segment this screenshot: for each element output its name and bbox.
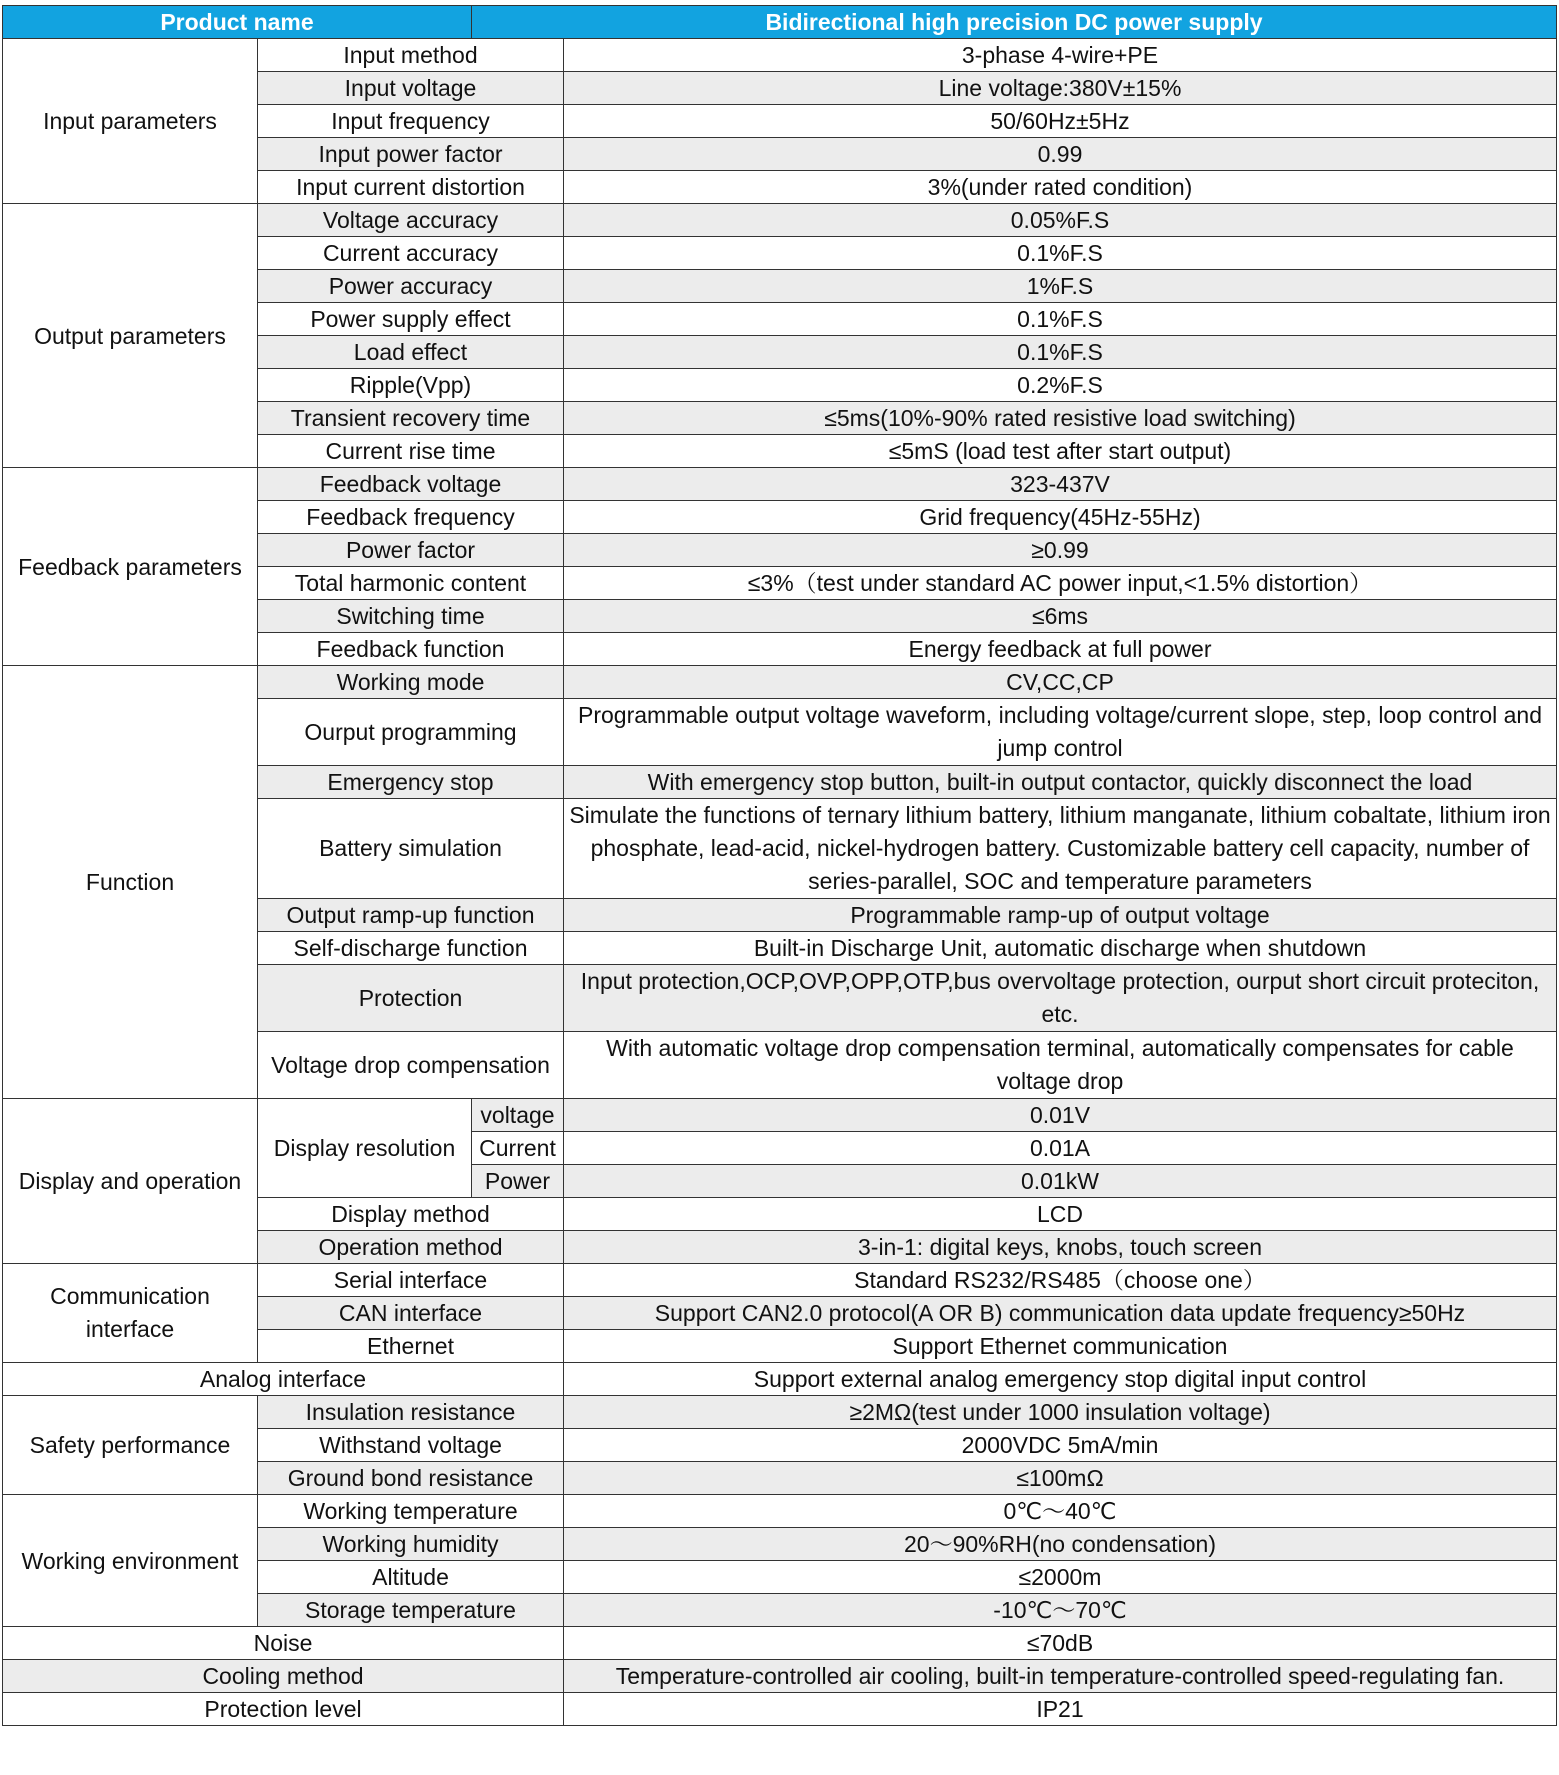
value-cell: ≤70dB bbox=[564, 1627, 1557, 1660]
value-cell: Input protection,OCP,OVP,OPP,OTP,bus overvoltage protection, ourput short circuit proteciton, etc. bbox=[564, 965, 1557, 1032]
group-feedback-parameters: Feedback parameters bbox=[3, 468, 258, 666]
value-cell: 3-in-1: digital keys, knobs, touch screen bbox=[564, 1231, 1557, 1264]
param-cell: Feedback function bbox=[258, 633, 564, 666]
product-name-label: Product name bbox=[3, 6, 472, 39]
value-cell: ≥0.99 bbox=[564, 534, 1557, 567]
table-row bbox=[3, 1099, 1557, 1132]
param-cell: Ourput programming bbox=[258, 699, 564, 766]
param-cell: Operation method bbox=[258, 1231, 564, 1264]
value-cell: 0.01V bbox=[564, 1099, 1557, 1132]
value-cell: Grid frequency(45Hz-55Hz) bbox=[564, 501, 1557, 534]
value-cell: Line voltage:380V±15% bbox=[564, 72, 1557, 105]
value-cell: 3-phase 4-wire+PE bbox=[564, 39, 1557, 72]
param-cell: Power bbox=[472, 1165, 564, 1198]
value-cell: LCD bbox=[564, 1198, 1557, 1231]
value-cell: 1%F.S bbox=[564, 270, 1557, 303]
param-cell: Display method bbox=[258, 1198, 564, 1231]
value-cell: ≥2MΩ(test under 1000 insulation voltage) bbox=[564, 1396, 1557, 1429]
param-cell: Feedback voltage bbox=[258, 468, 564, 501]
group-safety-performance: Safety performance bbox=[3, 1396, 258, 1495]
value-cell: Support Ethernet communication bbox=[564, 1330, 1557, 1363]
table-row bbox=[3, 1264, 1557, 1297]
group-communication-interface: Communication interface bbox=[3, 1264, 258, 1363]
value-cell: CV,CC,CP bbox=[564, 666, 1557, 699]
display-resolution-label: Display resolution bbox=[258, 1099, 472, 1198]
value-cell: 0.1%F.S bbox=[564, 303, 1557, 336]
param-cell: Current bbox=[472, 1132, 564, 1165]
value-cell: 0℃～40℃ bbox=[564, 1495, 1557, 1528]
table-row bbox=[3, 1693, 1557, 1726]
header-row bbox=[3, 6, 1557, 39]
param-cell: Emergency stop bbox=[258, 766, 564, 799]
value-cell: ≤6ms bbox=[564, 600, 1557, 633]
param-cell: Load effect bbox=[258, 336, 564, 369]
param-cell: Total harmonic content bbox=[258, 567, 564, 600]
value-cell: Programmable output voltage waveform, including voltage/current slope, step, loop control and jump control bbox=[564, 699, 1557, 766]
value-cell: -10℃～70℃ bbox=[564, 1594, 1557, 1627]
value-cell: ≤100mΩ bbox=[564, 1462, 1557, 1495]
value-cell: IP21 bbox=[564, 1693, 1557, 1726]
param-cell: Protection level bbox=[3, 1693, 564, 1726]
param-cell: Ripple(Vpp) bbox=[258, 369, 564, 402]
param-cell: Transient recovery time bbox=[258, 402, 564, 435]
value-cell: 3%(under rated condition) bbox=[564, 171, 1557, 204]
param-cell: Current accuracy bbox=[258, 237, 564, 270]
value-cell: Temperature-controlled air cooling, built-in temperature-controlled speed-regulating fan. bbox=[564, 1660, 1557, 1693]
param-cell: Working temperature bbox=[258, 1495, 564, 1528]
param-cell: Switching time bbox=[258, 600, 564, 633]
table-row bbox=[3, 1495, 1557, 1528]
value-cell: ≤2000m bbox=[564, 1561, 1557, 1594]
table-row bbox=[3, 468, 1557, 501]
param-cell: Protection bbox=[258, 965, 564, 1032]
param-cell: Output ramp-up function bbox=[258, 899, 564, 932]
table-row bbox=[3, 1627, 1557, 1660]
value-cell: ≤5ms(10%-90% rated resistive load switching) bbox=[564, 402, 1557, 435]
param-cell: Serial interface bbox=[258, 1264, 564, 1297]
group-working-environment: Working environment bbox=[3, 1495, 258, 1627]
param-cell: Ground bond resistance bbox=[258, 1462, 564, 1495]
param-cell: Altitude bbox=[258, 1561, 564, 1594]
param-cell: Analog interface bbox=[3, 1363, 564, 1396]
param-cell: Noise bbox=[3, 1627, 564, 1660]
param-cell: voltage bbox=[472, 1099, 564, 1132]
table-row bbox=[3, 204, 1557, 237]
param-cell: Voltage accuracy bbox=[258, 204, 564, 237]
value-cell: Standard RS232/RS485（choose one） bbox=[564, 1264, 1557, 1297]
param-cell: Feedback frequency bbox=[258, 501, 564, 534]
param-cell: Ethernet bbox=[258, 1330, 564, 1363]
param-cell: Cooling method bbox=[3, 1660, 564, 1693]
value-cell: With emergency stop button, built-in output contactor, quickly disconnect the load bbox=[564, 766, 1557, 799]
value-cell: ≤3%（test under standard AC power input,<1.5% distortion） bbox=[564, 567, 1557, 600]
value-cell: 0.1%F.S bbox=[564, 237, 1557, 270]
table-row bbox=[3, 1660, 1557, 1693]
product-name-value: Bidirectional high precision DC power supply bbox=[472, 6, 1557, 39]
param-cell: Insulation resistance bbox=[258, 1396, 564, 1429]
param-cell: Working humidity bbox=[258, 1528, 564, 1561]
value-cell: Programmable ramp-up of output voltage bbox=[564, 899, 1557, 932]
value-cell: 323-437V bbox=[564, 468, 1557, 501]
param-cell: Withstand voltage bbox=[258, 1429, 564, 1462]
param-cell: Battery simulation bbox=[258, 799, 564, 899]
param-cell: Input method bbox=[258, 39, 564, 72]
group-output-parameters: Output parameters bbox=[3, 204, 258, 468]
param-cell: Input current distortion bbox=[258, 171, 564, 204]
value-cell: Simulate the functions of ternary lithium battery, lithium manganate, lithium cobaltate, lithium iron phosphate, lead-acid, nickel-hydrogen battery. Customizable battery cell capacity, number of series-parallel, SOC and temperature parameters bbox=[564, 799, 1557, 899]
param-cell: Power factor bbox=[258, 534, 564, 567]
param-cell: CAN interface bbox=[258, 1297, 564, 1330]
value-cell: Support CAN2.0 protocol(A OR B) communication data update frequency≥50Hz bbox=[564, 1297, 1557, 1330]
value-cell: 0.05%F.S bbox=[564, 204, 1557, 237]
value-cell: 0.01kW bbox=[564, 1165, 1557, 1198]
value-cell: Support external analog emergency stop digital input control bbox=[564, 1363, 1557, 1396]
value-cell: 2000VDC 5mA/min bbox=[564, 1429, 1557, 1462]
value-cell: Built-in Discharge Unit, automatic discharge when shutdown bbox=[564, 932, 1557, 965]
group-display-and-operation: Display and operation bbox=[3, 1099, 258, 1264]
value-cell: ≤5mS (load test after start output) bbox=[564, 435, 1557, 468]
param-cell: Voltage drop compensation bbox=[258, 1032, 564, 1099]
param-cell: Power supply effect bbox=[258, 303, 564, 336]
value-cell: Energy feedback at full power bbox=[564, 633, 1557, 666]
table-row bbox=[3, 1363, 1557, 1396]
param-cell: Self-discharge function bbox=[258, 932, 564, 965]
group-function: Function bbox=[3, 666, 258, 1099]
param-cell: Working mode bbox=[258, 666, 564, 699]
value-cell: 0.01A bbox=[564, 1132, 1557, 1165]
value-cell: 20～90%RH(no condensation) bbox=[564, 1528, 1557, 1561]
param-cell: Power accuracy bbox=[258, 270, 564, 303]
value-cell: 0.2%F.S bbox=[564, 369, 1557, 402]
value-cell: 50/60Hz±5Hz bbox=[564, 105, 1557, 138]
table-row bbox=[3, 39, 1557, 72]
value-cell: 0.99 bbox=[564, 138, 1557, 171]
param-cell: Input voltage bbox=[258, 72, 564, 105]
table-row bbox=[3, 1396, 1557, 1429]
spec-table bbox=[2, 5, 1557, 1726]
param-cell: Input frequency bbox=[258, 105, 564, 138]
param-cell: Storage temperature bbox=[258, 1594, 564, 1627]
param-cell: Current rise time bbox=[258, 435, 564, 468]
group-input-parameters: Input parameters bbox=[3, 39, 258, 204]
param-cell: Input power factor bbox=[258, 138, 564, 171]
value-cell: 0.1%F.S bbox=[564, 336, 1557, 369]
value-cell: With automatic voltage drop compensation terminal, automatically compensates for cable voltage drop bbox=[564, 1032, 1557, 1099]
table-row bbox=[3, 666, 1557, 699]
